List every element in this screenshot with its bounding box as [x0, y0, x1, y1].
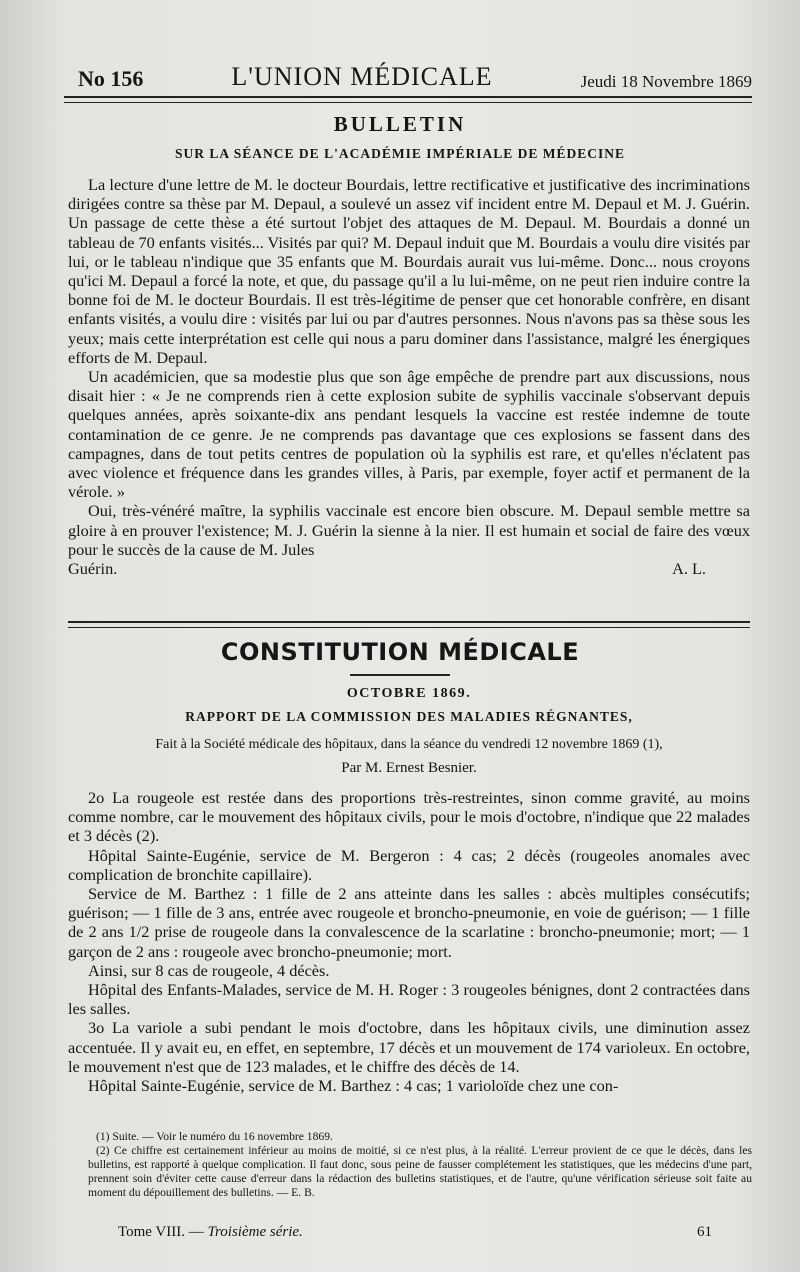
- bulletin-body: [68, 175, 750, 578]
- report-paragraph: Hôpital des Enfants-Malades, service de M. H. Roger : 3 rougeoles bénignes, dont 2 contractées dans les salles.: [68, 980, 750, 1019]
- page-footer: [118, 1224, 712, 1241]
- signature-line: [68, 559, 750, 578]
- section-rule: [68, 621, 750, 628]
- report-paragraph: Ainsi, sur 8 cas de rougeole, 4 décès.: [88, 960, 330, 980]
- report-paragraph: 3o La variole a subi pendant le mois d'octobre, dans les hôpitaux civils, une diminution assez accentuée. Il y avait eu, en effet, en septembre, 17 décès et un mouvement de 174 varioleux. En octobre, le mouvement n'est que de 123 malades, et le chiffre des décès de 14.: [68, 1018, 750, 1076]
- page-number: 61: [697, 1224, 712, 1240]
- bulletin-paragraph: Un académicien, que sa modestie plus que son âge empêche de prendre part aux discussions, nous disait hier : « Je ne comprends rien à cette explosion subite de syphilis vaccinale s'observant depuis quelques années, après soixante-dix ans pendant lesquels la vaccine est restée indemne de toute contamination de ce genre. Je ne comprends pas davantage que ces explosions se fassent dans des campagnes, dans de tout petits centres de population où la syphilis est rare, et qu'elles n'éclatent pas avec violence et fréquence dans les grandes villes, à Paris, par exemple, foyer actif et permanent de la vérole. »: [68, 367, 750, 502]
- report-author: Par M. Ernest Besnier.: [341, 760, 477, 776]
- bulletin-paragraph: La lecture d'une lettre de M. le docteur Bourdais, lettre rectificative et justificative des incriminations dirigées contre sa thèse par M. Depaul, a soulevé un assez vif incident entre M. Depaul et M. J. Guérin. Un passage de cette thèse a été surtout l'objet des attaques de M. Depaul. M. Bourdais a donné un tableau de 70 enfants visités... Visités par qui? M. Depaul induit que M. Bourdais a voulu dire visités par lui, or le tableau n'indique que 35 enfants que M. Bourdais aurait vus lui-même. Donc... nous croyons qu'ici M. Depaul a forcé la note, et que, du passage qu'il a lu lui-même, on ne peut rien induire contre la bonne foi de M. le docteur Bourdais. Il est très-légitime de penser que cet honorable confrère, en disant enfants visités, a voulu dire : visités par lui ou par d'autres personnes. Nous n'avons pas sa thèse sous les yeux; mais cette interprétation est celle qui nous a paru dominer dans l'assistance, malgré les énergiques efforts de M. Depaul.: [68, 175, 750, 367]
- series-label: Troisième série.: [207, 1224, 303, 1240]
- bulletin-heading: BULLETIN: [333, 112, 467, 136]
- page-header: [78, 58, 752, 92]
- header-rule: [64, 96, 752, 103]
- heading-underline: [350, 674, 450, 676]
- volume-info: [118, 1224, 303, 1241]
- footnote: (2) Ce chiffre est certainement inférieur au moins de moitié, si ce n'est plus, à la réalité. L'erreur provient de ce que le décès, dans les bulletins, est rapporté à quelque complication. Il faut donc, sous peine de fausser complétement les statistiques, que les médecins d'une part, prennent soin d'éviter cette cause d'erreur dans la rédaction des bulletins statistiques, et de l'autre, qu'une vérification sérieuse soit faite au moment du dépouillement des bulletins. — E. B.: [88, 1144, 752, 1199]
- report-paragraph: Hôpital Sainte-Eugénie, service de M. Bergeron : 4 cas; 2 décès (rougeoles anomales avec complication de bronchite capillaire).: [68, 845, 750, 884]
- report-presented: Fait à la Société médicale des hôpitaux, dans la séance du vendredi 12 novembre 1869 (1),: [155, 737, 663, 752]
- issue-number: No 156: [78, 66, 144, 91]
- bulletin-paragraph: Oui, très-vénéré maître, la syphilis vaccinale est encore bien obscure. M. Depaul semble mettre sa gloire à en prouver l'existence; M. J. Guérin la sienne à la nier. Il est humain et social de faire des vœux pour le succès de la cause de M. Jules: [68, 501, 750, 559]
- journal-title: L'UNION MÉDICALE: [231, 62, 493, 91]
- bulletin-subheading: SUR LA SÉANCE DE L'ACADÉMIE IMPÉRIALE DE MÉDECINE: [175, 146, 625, 161]
- footnote: (1) Suite. — Voir le numéro du 16 novembre 1869.: [96, 1130, 333, 1143]
- report-month: OCTOBRE 1869.: [346, 686, 472, 701]
- report-paragraph: 2o La rougeole est restée dans des proportions très-restreintes, sinon comme gravité, au moins comme nombre, car le mouvement des hôpitaux civils, pour le mois d'octobre, n'indique que 22 malades et 3 décès (2).: [68, 788, 750, 846]
- report-paragraph: Hôpital Sainte-Eugénie, service de M. Barthez : 4 cas; 1 varioloïde chez une con-: [88, 1076, 619, 1096]
- author-initials: A. L.: [672, 559, 706, 579]
- report-paragraph: Service de M. Barthez : 1 fille de 2 ans atteinte dans les salles : abcès multiples consécutifs; guérison; — 1 fille de 3 ans, entrée avec rougeole et broncho-pneumonie, en voie de guérison; — 1 fille de 2 ans 1/2 prise de rougeole dans la convalescence de la scarlatine : broncho-pneumonie; mort; — 1 garçon de 2 ans : rougeole avec broncho-pneumonie; mort.: [68, 884, 750, 961]
- issue-date: Jeudi 18 Novembre 1869: [580, 72, 752, 91]
- closing-word: Guérin.: [68, 559, 118, 579]
- constitution-body: [68, 788, 750, 1095]
- constitution-heading: CONSTITUTION MÉDICALE: [220, 638, 580, 666]
- volume-label: Tome VIII. —: [118, 1224, 204, 1240]
- report-title: RAPPORT DE LA COMMISSION DES MALADIES RÉGNANTES,: [185, 709, 633, 724]
- footnotes: [88, 1130, 752, 1200]
